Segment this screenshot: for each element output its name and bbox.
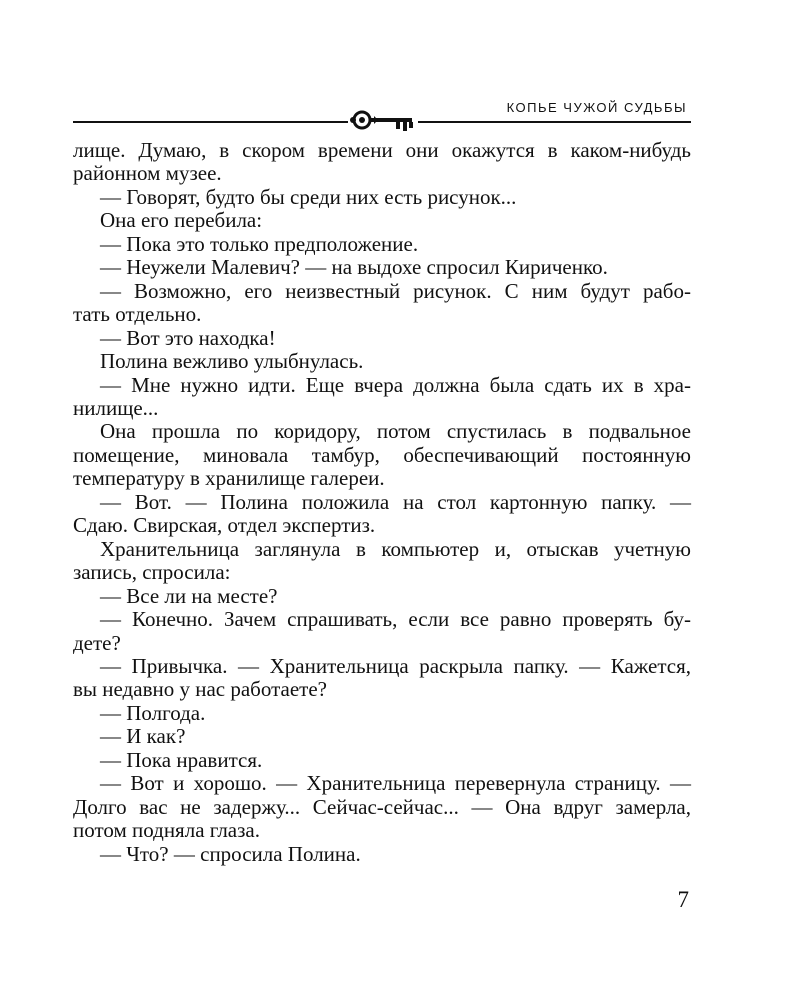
- text-line: Хранительница заглянула в компьютер и, отыскав учетную: [100, 536, 691, 561]
- text-line: помещение, миновала тамбур, обеспечивающий постоянную: [73, 442, 691, 467]
- text-line: — Возможно, его неизвестный рисунок. С ним будут рабо-: [100, 278, 691, 303]
- text-line: — Что? — спросила Полина.: [100, 841, 361, 866]
- text-line: — Неужели Малевич? — на выдохе спросил Кириченко.: [100, 255, 608, 280]
- text-line: Она прошла по коридору, потом спустилась в подвальное: [100, 419, 691, 444]
- text-line: — Вот это находка!: [100, 325, 276, 350]
- text-line: — Пока это только предположение.: [100, 231, 419, 256]
- text-line: дете?: [73, 630, 121, 655]
- text-line: — Пока нравится.: [100, 747, 263, 772]
- text-line: — Вот и хорошо. — Хранительница перевернула страницу. —: [100, 771, 691, 796]
- text-line: — И как?: [100, 724, 186, 749]
- text-line: — Говорят, будто бы среди них есть рисунок...: [100, 184, 517, 209]
- text-line: — Конечно. Зачем спрашивать, если все равно проверять бу-: [100, 607, 691, 632]
- text-line: запись, спросила:: [73, 560, 231, 585]
- page-number: 7: [677, 887, 689, 912]
- running-title: КОПЬЕ ЧУЖОЙ СУДЬБЫ: [506, 100, 687, 115]
- text-line: температуру в хранилище галереи.: [73, 466, 385, 491]
- text-line: Она его перебила:: [100, 208, 263, 233]
- text-line: — Все ли на месте?: [100, 583, 278, 608]
- key-icon: [348, 108, 418, 134]
- text-line: районном музее.: [73, 161, 222, 186]
- body-text: [73, 139, 691, 866]
- text-line: Сдаю. Свирская, отдел экспертиз.: [73, 513, 376, 538]
- text-line: вы недавно у нас работаете?: [73, 677, 327, 702]
- text-line: нилище...: [73, 395, 159, 420]
- text-line: — Полгода.: [100, 700, 206, 725]
- text-line: потом подняла глаза.: [73, 818, 260, 843]
- text-line: тать отдельно.: [73, 302, 202, 327]
- text-line: Долго вас не задержу... Сейчас-сейчас... — Она вдруг замерла,: [73, 794, 691, 819]
- text-line: — Вот. — Полина положила на стол картонную папку. —: [100, 489, 691, 514]
- text-line: — Привычка. — Хранительница раскрыла папку. — Кажется,: [100, 653, 691, 678]
- text-line: Полина вежливо улыбнулась.: [100, 349, 364, 374]
- text-line: лище. Думаю, в скором времени они окажутся в каком-нибудь: [73, 138, 691, 162]
- text-line: — Мне нужно идти. Еще вчера должна была сдать их в хра-: [100, 372, 691, 397]
